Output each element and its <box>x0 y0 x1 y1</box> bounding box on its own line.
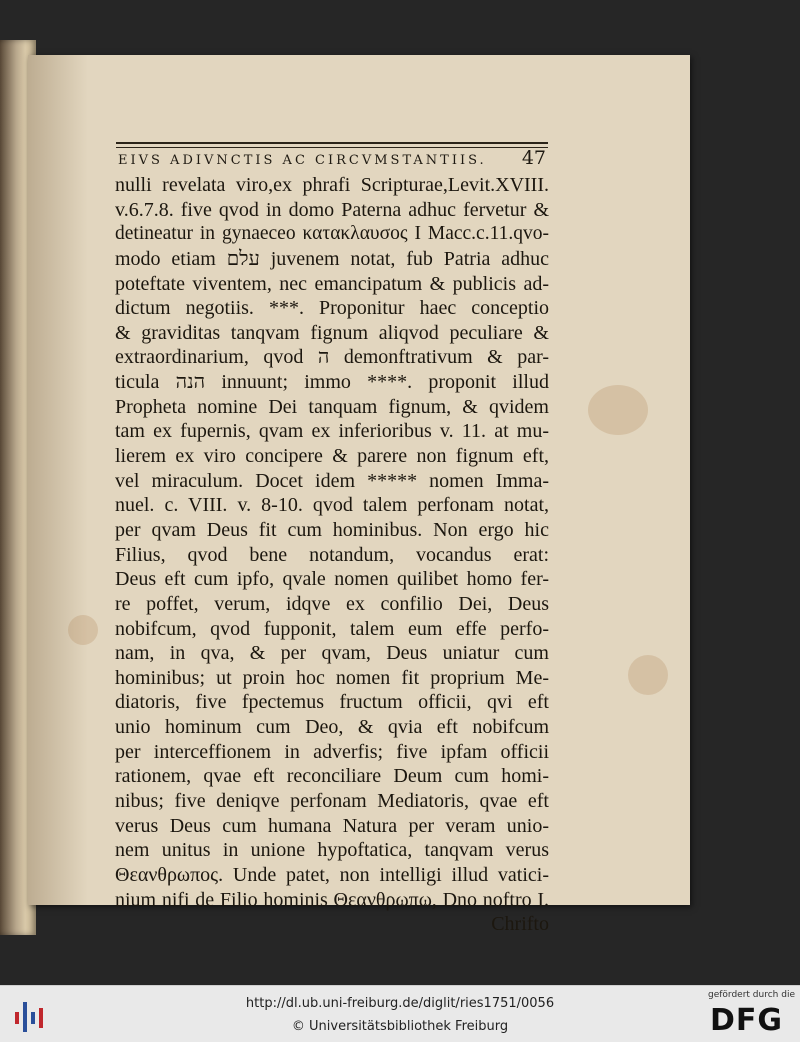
text-line: re poffet, verum, idqve ex confilio Dei, Deus <box>115 592 549 615</box>
page-number: 47 <box>521 147 546 169</box>
paper-stain <box>588 385 648 435</box>
page-header <box>118 147 546 175</box>
text-line: nam, in qva, & per qvam, Deus uniatur cum <box>115 642 549 665</box>
text-line: Θεανθρωπος. Unde patet, non intelligi illud vatici- <box>115 863 549 886</box>
text-line: tam ex fupernis, qvam ex inferioribus v. 11. at mu- <box>115 420 549 443</box>
text-line: modo etiam עלם juvenem notat, fub Patria adhuc <box>115 247 550 270</box>
text-line: dictum negotiis. ***. Proponitur haec conceptio <box>115 297 549 320</box>
dfg-logo-icon: DFG <box>710 1003 784 1038</box>
dfg-caption: gefördert durch die <box>708 990 795 1000</box>
text-line: nulli revelata viro,ex phrafi Scripturae,Levit.XVIII. <box>115 174 549 196</box>
dfg-funding-block[interactable] <box>700 990 795 1038</box>
viewer-footer <box>0 985 800 1042</box>
text-line: Deus eft cum ipfo, qvale nomen quilibet homo fer- <box>115 568 549 591</box>
text-line: rationem, qvae eft reconciliare Deum cum homi- <box>115 765 549 788</box>
text-line: extraordinarium, qvod ה demonftrativum & par- <box>115 346 549 369</box>
body-text <box>115 173 549 937</box>
text-line: hominibus; ut proin hoc nomen fit proprium Me- <box>115 666 549 689</box>
text-line: Propheta nomine Dei tanquam fignum, & qvidem <box>115 395 549 418</box>
text-line: per qvam Deus fit cum hominibus. Non ergo hic <box>115 518 549 541</box>
text-line: Chrifto <box>491 913 549 936</box>
text-line: lierem ex viro concipere & parere non fignum eft, <box>115 445 549 468</box>
paper-stain <box>628 655 668 695</box>
text-line: ticula הנה innuunt; immo ****. proponit illud <box>115 371 549 394</box>
text-line: unio hominum cum Deo, & qvia eft nobifcum <box>115 716 549 739</box>
text-line: v.6.7.8. five qvod in domo Paterna adhuc fervetur & <box>115 198 549 221</box>
text-line: vel miraculum. Docet idem ***** nomen Imma- <box>115 469 549 492</box>
text-line: nuel. c. VIII. v. 8-10. qvod talem perfonam notat, <box>115 494 549 517</box>
running-title: EIVS ADIVNCTIS AC CIRCVMSTANTIIS. <box>118 153 487 168</box>
text-line: per interceffionem in adverfis; five ipfam officii <box>115 740 549 763</box>
text-line: nem unitus in unione hypoftatica, tanqvam verus <box>115 839 549 862</box>
text-line: verus Deus cum humana Natura per veram unio- <box>115 814 549 837</box>
text-line: nium nifi de Filio hominis Θεανθρωπω, Dno noftro I. <box>115 888 549 911</box>
book-page <box>28 55 690 936</box>
text-line: nibus; five deniqve perfonam Mediatoris, qvae eft <box>115 790 549 813</box>
text-line: diatoris, five fpectemus fructum officii, qvi eft <box>115 691 549 714</box>
text-line: Filius, qvod bene notandum, vocandus erat: <box>115 543 549 566</box>
text-line: nobifcum, qvod fupponit, talem eum effe perfo- <box>115 617 549 640</box>
text-line: detineatur in gynaeceo κατακλαυσος I Macc.c.11.qvo- <box>115 223 549 245</box>
paper-stain <box>68 615 98 645</box>
text-line: & graviditas tanqvam fignum aliqvod peculiare & <box>115 321 549 344</box>
text-line: poteftate viventem, nec emancipatum & publicis ad- <box>115 272 549 295</box>
source-url-link[interactable]: http://dl.ub.uni-freiburg.de/diglit/ries1751/0056 <box>245 996 555 1011</box>
copyright-text: © Universitätsbibliothek Freiburg <box>291 1019 509 1034</box>
